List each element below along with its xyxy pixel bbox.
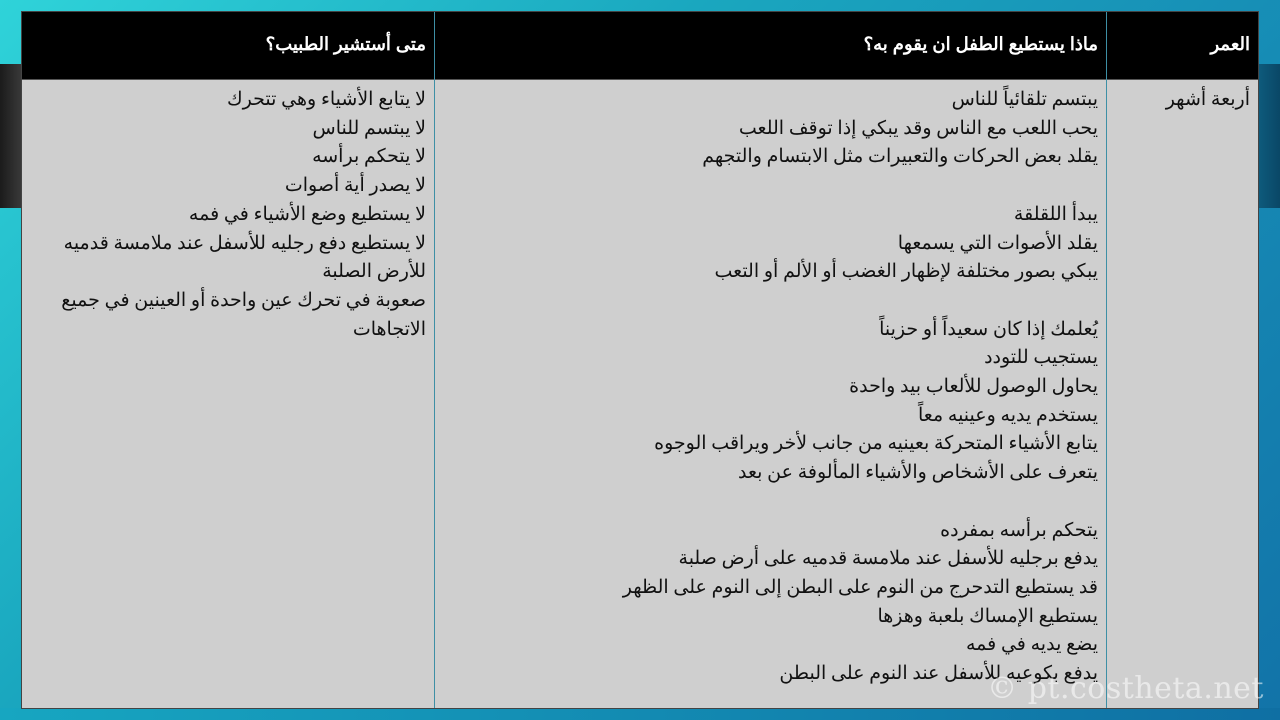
milestone-item: يبدأ اللقلقة	[1013, 203, 1098, 225]
milestone-item: يحب اللعب مع الناس وقد يبكي إذا توقف اللعب	[738, 117, 1098, 139]
milestone-item	[443, 488, 1098, 517]
warning-sign-item: لا يستطيع دفع رجليه للأسفل عند ملامسة قدميه للأرض الصلبة	[63, 232, 426, 283]
milestone-item: يستخدم يديه وعينيه معاً	[918, 404, 1098, 426]
can-do-cell	[435, 80, 1106, 708]
milestone-item: يستجيب للتودد	[984, 347, 1098, 369]
milestone-item	[443, 287, 1098, 316]
milestone-item: يقلد الأصوات التي يسمعها	[897, 232, 1098, 254]
warning-sign-item: لا يتحكم برأسه	[312, 146, 426, 168]
watermark: © pt.costheta.net	[987, 671, 1264, 706]
can-do-column	[434, 12, 1107, 708]
milestone-item: يحاول الوصول للألعاب بيد واحدة	[849, 376, 1098, 397]
see-doctor-column	[22, 12, 434, 708]
milestone-item: يتابع الأشياء المتحركة بعينيه من جانب لأخر ويراقب الوجوه	[654, 433, 1098, 455]
see-doctor-cell	[22, 80, 434, 708]
milestone-item: يدفع بكوعيه للأسفل عند النوم على البطن	[779, 663, 1098, 685]
milestone-item: يتعرف على الأشخاص والأشياء المألوفة عن بعد	[738, 462, 1098, 484]
bottom-decoration-band	[0, 708, 1280, 720]
milestone-item: يستطيع الإمساك بلعبة وهزها	[877, 605, 1098, 627]
age-value: أربعة أشهر	[1165, 89, 1250, 110]
left-decoration-bar	[0, 64, 22, 208]
warning-sign-item: لا يبتسم للناس	[312, 117, 426, 139]
warning-sign-item: لا يصدر أية أصوات	[284, 175, 426, 197]
age-cell	[1107, 80, 1258, 708]
right-decoration-bar	[1258, 64, 1280, 208]
milestone-item: يدفع برجليه للأسفل عند ملامسة قدميه على أرض صلبة	[678, 548, 1098, 570]
milestone-item: يبكي بصور مختلفة لإظهار الغضب أو الألم أو التعب	[714, 261, 1098, 283]
milestone-item: يضع يديه في فمه	[965, 634, 1098, 656]
see-doctor-header: متى أستشير الطبيب؟	[22, 12, 434, 80]
age-column	[1107, 12, 1258, 708]
warning-sign-item: صعوبة في تحرك عين واحدة أو العينين في جميع الاتجاهات	[61, 289, 426, 340]
warning-sign-item: لا يتابع الأشياء وهي تتحرك	[227, 89, 426, 110]
milestone-item: يتحكم برأسه بمفرده	[940, 519, 1098, 541]
milestone-item	[443, 172, 1098, 201]
can-do-header: ماذا يستطيع الطفل ان يقوم به؟	[435, 12, 1106, 80]
development-table	[21, 11, 1259, 709]
age-header: العمر	[1107, 12, 1258, 80]
milestone-item: قد يستطيع التدحرج من النوم على البطن إلى النوم على الظهر	[622, 576, 1098, 598]
milestone-item: يبتسم تلقائياً للناس	[951, 89, 1098, 110]
milestone-item: يقلد بعض الحركات والتعبيرات مثل الابتسام والتجهم	[702, 146, 1098, 168]
milestone-item: يُعلمك إذا كان سعيداً أو حزيناً	[879, 318, 1098, 340]
warning-sign-item: لا يستطيع وضع الأشياء في فمه	[188, 203, 426, 225]
